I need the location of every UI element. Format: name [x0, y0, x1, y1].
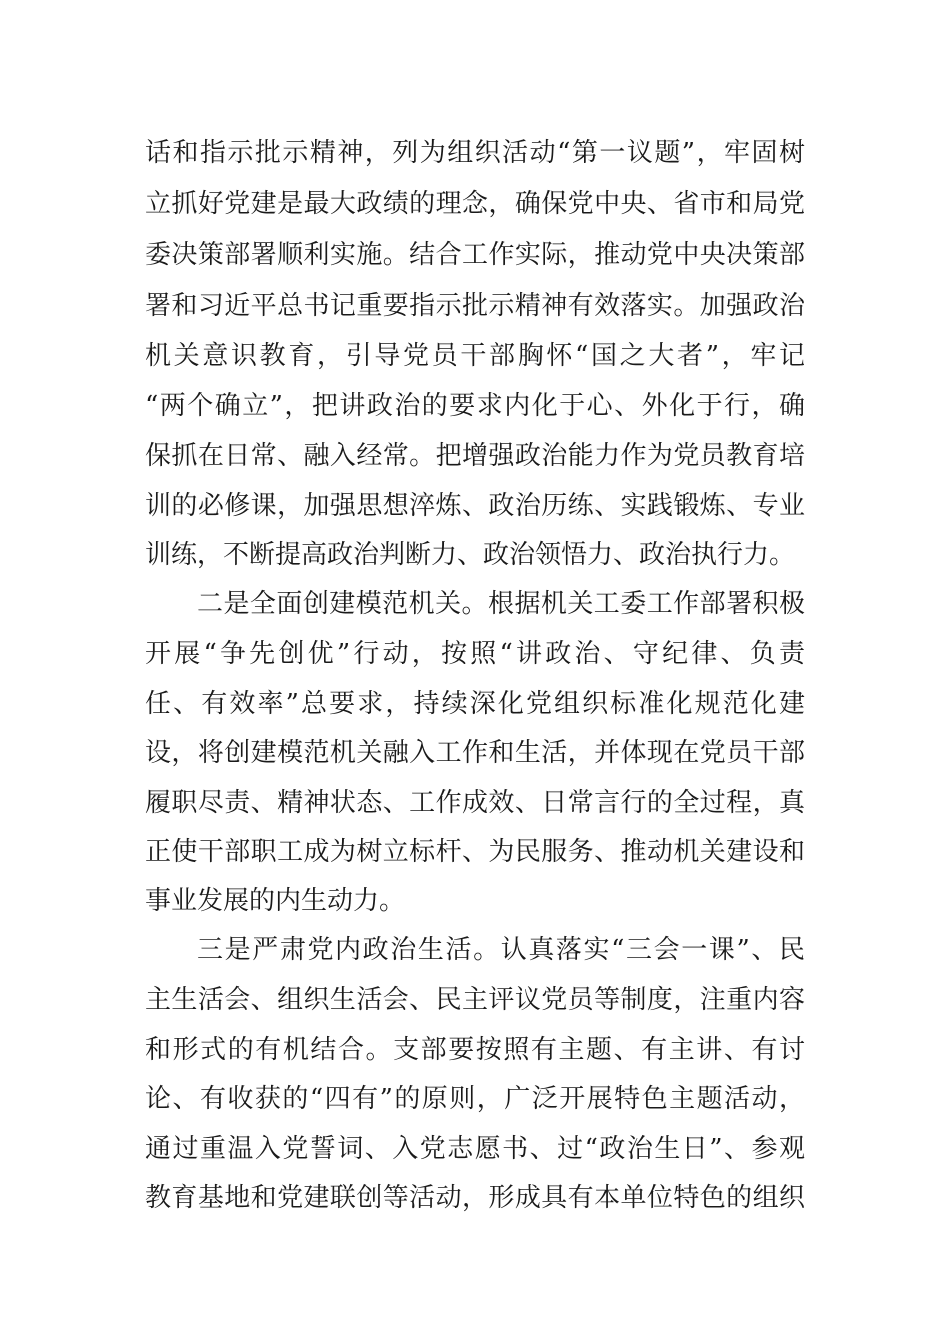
text-line-14: 履职尽责、精神状态、工作成效、日常言行的全过程，真 — [145, 788, 805, 818]
text-line-3: 委决策部署顺利实施。结合工作实际，推动党中央决策部 — [145, 240, 805, 270]
text-line-16: 事业发展的内生动力。 — [145, 886, 406, 916]
text-line-12: 任、有效率”总要求，持续深化党组织标准化规范化建 — [145, 689, 805, 719]
text-line-13: 设，将创建模范机关融入工作和生活，并体现在党员干部 — [145, 738, 805, 768]
text-line-1: 话和指示批示精神，列为组织活动“第一议题”，牢固树 — [145, 138, 805, 168]
text-line-18: 主生活会、组织生活会、民主评议党员等制度，注重内容 — [145, 985, 805, 1015]
text-line-20: 论、有收获的“四有”的原则，广泛开展特色主题活动， — [145, 1084, 805, 1114]
text-line-10: 二是全面创建模范机关。根据机关工委工作部署积极 — [197, 589, 805, 619]
text-line-4: 署和习近平总书记重要指示批示精神有效落实。加强政治 — [145, 291, 805, 321]
text-line-9: 训练，不断提高政治判断力、政治领悟力、政治执行力。 — [145, 540, 796, 570]
text-line-8: 训的必修课，加强思想淬炼、政治历练、实践锻炼、专业 — [145, 491, 805, 521]
text-line-19: 和形式的有机结合。支部要按照有主题、有主讲、有讨 — [145, 1035, 805, 1065]
text-line-11: 开展“争先创优”行动，按照“讲政治、守纪律、负责 — [145, 639, 805, 669]
text-line-22: 教育基地和党建联创等活动，形成具有本单位特色的组织 — [145, 1183, 805, 1213]
text-line-2: 立抓好党建是最大政绩的理念，确保党中央、省市和局党 — [145, 189, 805, 219]
text-line-17: 三是严肃党内政治生活。认真落实“三会一课”、民 — [197, 935, 805, 965]
text-line-5: 机关意识教育，引导党员干部胸怀“国之大者”，牢记 — [145, 341, 805, 371]
text-line-6: “两个确立”，把讲政治的要求内化于心、外化于行，确 — [145, 391, 805, 421]
text-line-15: 正使干部职工成为树立标杆、为民服务、推动机关建设和 — [145, 837, 805, 867]
text-line-21: 通过重温入党誓词、入党志愿书、过“政治生日”、参观 — [145, 1134, 805, 1164]
text-line-7: 保抓在日常、融入经常。把增强政治能力作为党员教育培 — [145, 441, 805, 471]
